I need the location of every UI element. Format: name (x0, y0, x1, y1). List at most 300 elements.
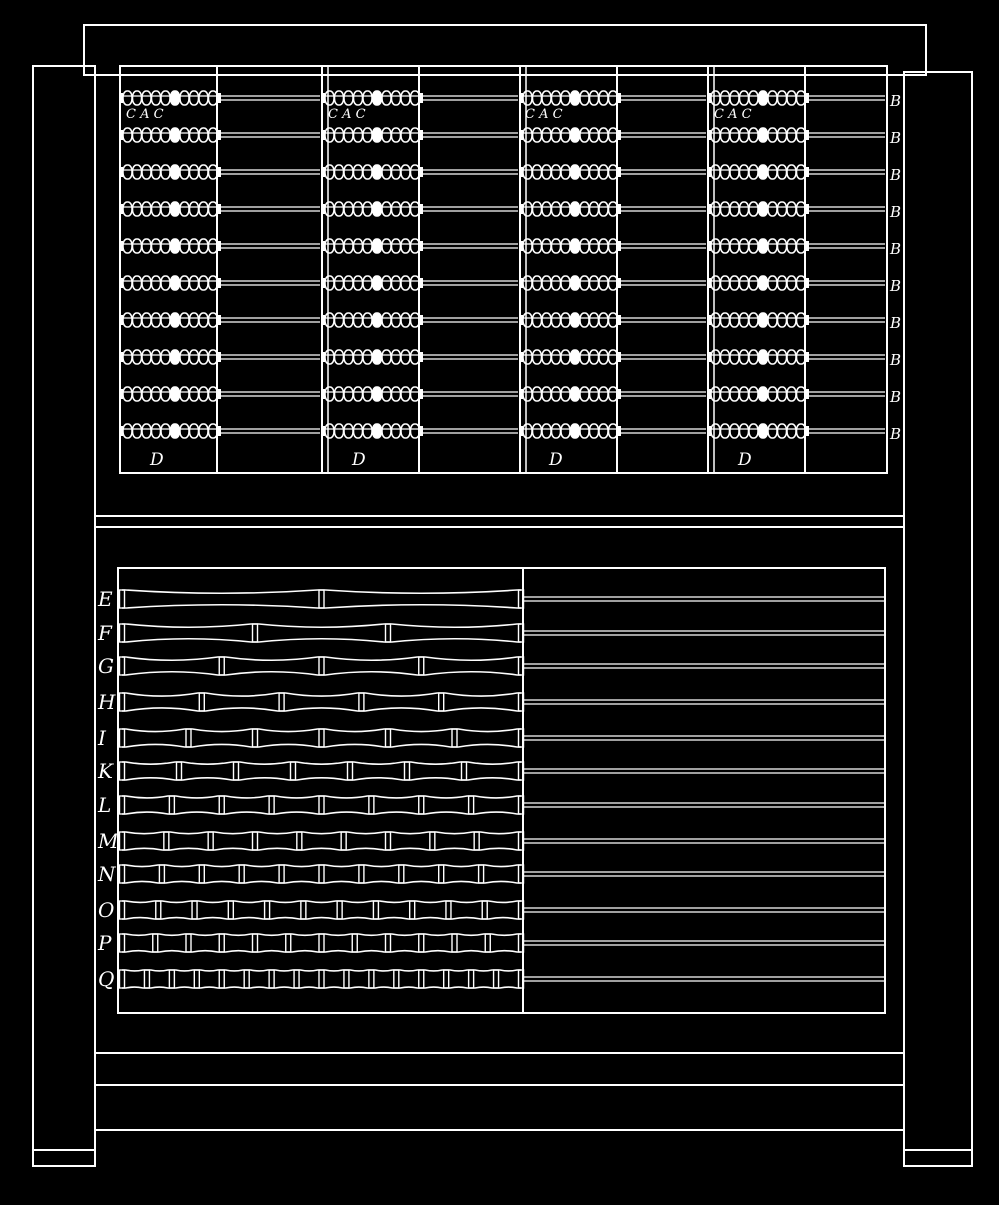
rod-end-cap (520, 352, 523, 362)
bead (335, 91, 344, 105)
rod-label-g: G (98, 654, 114, 678)
bead (542, 239, 551, 253)
bead (152, 91, 161, 105)
bead (142, 91, 151, 105)
bead (363, 276, 372, 290)
bead (580, 276, 589, 290)
bead (325, 350, 334, 364)
rod-label-p: P (98, 931, 112, 955)
bead (401, 313, 410, 327)
bead (335, 276, 344, 290)
bead (152, 276, 161, 290)
fraction-collar (120, 934, 125, 952)
rod-end-cap (120, 130, 123, 140)
bead (711, 202, 720, 216)
bead (123, 239, 132, 253)
bead (542, 387, 551, 401)
bead (401, 239, 410, 253)
bead (401, 91, 410, 105)
bead (335, 128, 344, 142)
fraction-collar (265, 901, 270, 919)
bead (133, 387, 142, 401)
fraction-collar (120, 865, 125, 883)
bead (363, 350, 372, 364)
bead (344, 91, 353, 105)
bead (373, 350, 382, 364)
fraction-collar (208, 832, 213, 850)
rod-label-i: I (98, 726, 106, 750)
bead (133, 128, 142, 142)
fraction-collar (469, 970, 474, 988)
fraction-collar (386, 624, 391, 642)
bead (180, 128, 189, 142)
bead (759, 424, 768, 438)
rod-end-cap (120, 241, 123, 251)
rod-end-cap (618, 278, 621, 288)
bead (161, 239, 170, 253)
bead (590, 91, 599, 105)
bead (590, 276, 599, 290)
rod-end-cap (120, 278, 123, 288)
bead (768, 202, 777, 216)
section-bottom-label: D (150, 450, 164, 470)
bead (580, 165, 589, 179)
rod-end-cap (618, 204, 621, 214)
row-end-label: B (890, 240, 902, 258)
bead (152, 165, 161, 179)
fraction-collar (120, 729, 125, 747)
bead (730, 276, 739, 290)
bead (580, 91, 589, 105)
rod-end-cap (618, 352, 621, 362)
bead (161, 91, 170, 105)
rod-end-cap (120, 389, 123, 399)
bead (721, 350, 730, 364)
fraction-collar (144, 970, 149, 988)
bead (787, 350, 796, 364)
bead (571, 313, 580, 327)
fraction-collar (156, 901, 161, 919)
bead (533, 276, 542, 290)
fraction-collar (319, 657, 324, 675)
fraction-collar (120, 832, 125, 850)
bead (759, 202, 768, 216)
fraction-collar (359, 693, 364, 711)
rod-end-cap (322, 93, 325, 103)
bead (768, 387, 777, 401)
bead (721, 202, 730, 216)
bead (590, 424, 599, 438)
rod-label-f: F (98, 621, 112, 645)
bead (363, 91, 372, 105)
bead (161, 165, 170, 179)
fraction-collar (386, 729, 391, 747)
bead (787, 276, 796, 290)
bead (382, 276, 391, 290)
section-top-label: C A C (525, 107, 563, 122)
fraction-collar (419, 934, 424, 952)
fraction-collar (410, 901, 415, 919)
bead (599, 350, 608, 364)
bead (354, 387, 363, 401)
bead (590, 165, 599, 179)
bead (354, 128, 363, 142)
bead (590, 350, 599, 364)
rod-label-n: N (98, 862, 116, 886)
bead (533, 91, 542, 105)
upper-abacus (120, 66, 885, 473)
rod-label-h: H (98, 690, 116, 714)
bead (123, 424, 132, 438)
bead (590, 387, 599, 401)
bead (711, 128, 720, 142)
bead (552, 276, 561, 290)
bead (190, 239, 199, 253)
bead (199, 387, 208, 401)
row-end-label: B (890, 129, 902, 147)
bead (561, 239, 570, 253)
bead (778, 276, 787, 290)
bead (373, 202, 382, 216)
bead (373, 128, 382, 142)
bead (161, 313, 170, 327)
bead (768, 276, 777, 290)
fraction-collar (253, 832, 258, 850)
bead (571, 350, 580, 364)
bead (542, 202, 551, 216)
bead (335, 202, 344, 216)
bead (778, 350, 787, 364)
rod-end-cap (120, 352, 123, 362)
bead (580, 202, 589, 216)
fraction-collar (286, 934, 291, 952)
bead (523, 424, 532, 438)
bead (392, 128, 401, 142)
bead (392, 165, 401, 179)
bead (152, 202, 161, 216)
bead (325, 387, 334, 401)
fraction-collar (419, 970, 424, 988)
bead (142, 387, 151, 401)
bead (749, 239, 758, 253)
fraction-collar (479, 865, 484, 883)
bead (599, 424, 608, 438)
bead (171, 202, 180, 216)
bead (401, 424, 410, 438)
bead (542, 313, 551, 327)
bead (768, 128, 777, 142)
fraction-collar (291, 762, 296, 780)
bead (335, 424, 344, 438)
fraction-collar (494, 970, 499, 988)
bead (373, 313, 382, 327)
bead (382, 128, 391, 142)
bead (123, 350, 132, 364)
fraction-collar (177, 762, 182, 780)
fraction-collar (164, 832, 169, 850)
bead (599, 313, 608, 327)
fraction-collar (153, 934, 158, 952)
rod-end-cap (322, 130, 325, 140)
rod-end-cap (218, 204, 221, 214)
bead (580, 350, 589, 364)
bead (787, 424, 796, 438)
fraction-collar (462, 762, 467, 780)
bead (533, 424, 542, 438)
bead (401, 350, 410, 364)
fraction-collar (219, 796, 224, 814)
bead (711, 276, 720, 290)
rod-end-cap (420, 352, 423, 362)
bead (533, 313, 542, 327)
rod-end-cap (618, 389, 621, 399)
row-end-label: B (890, 203, 902, 221)
bead (171, 276, 180, 290)
rod-end-cap (420, 241, 423, 251)
fraction-collar (120, 590, 125, 608)
bead (180, 91, 189, 105)
bead (142, 239, 151, 253)
bead (759, 387, 768, 401)
bead (325, 276, 334, 290)
bead (561, 128, 570, 142)
fraction-collar (419, 796, 424, 814)
rod-end-cap (520, 204, 523, 214)
bead (171, 91, 180, 105)
bead (344, 165, 353, 179)
bead (778, 91, 787, 105)
bead (730, 350, 739, 364)
rod-end-cap (218, 93, 221, 103)
bead (335, 387, 344, 401)
bead (335, 350, 344, 364)
bead (171, 387, 180, 401)
fraction-collar (439, 693, 444, 711)
rod-end-cap (520, 93, 523, 103)
bead (382, 91, 391, 105)
bead (721, 165, 730, 179)
bead (599, 202, 608, 216)
bead (561, 350, 570, 364)
rod-end-cap (420, 167, 423, 177)
fraction-collar (120, 796, 125, 814)
bead (542, 165, 551, 179)
rod-end-cap (120, 315, 123, 325)
bead (373, 276, 382, 290)
rod-end-cap (322, 278, 325, 288)
fraction-collar (369, 970, 374, 988)
bead (599, 239, 608, 253)
bead (354, 276, 363, 290)
bead (552, 387, 561, 401)
fraction-collar (279, 693, 284, 711)
fraction-collar (319, 729, 324, 747)
bead (401, 387, 410, 401)
bead (199, 165, 208, 179)
bead (721, 276, 730, 290)
bead (759, 239, 768, 253)
bead (171, 239, 180, 253)
fraction-collar (253, 729, 258, 747)
rod-end-cap (120, 93, 123, 103)
bead (523, 387, 532, 401)
fraction-collar (485, 934, 490, 952)
section-top-label: C A C (328, 107, 366, 122)
bead (787, 91, 796, 105)
fraction-collar (199, 693, 204, 711)
fraction-collar (120, 970, 125, 988)
bead (344, 424, 353, 438)
bead (542, 128, 551, 142)
bead (382, 424, 391, 438)
bead (344, 350, 353, 364)
bead (749, 276, 758, 290)
bead (768, 239, 777, 253)
bead (152, 350, 161, 364)
bead (133, 165, 142, 179)
rod-end-cap (618, 130, 621, 140)
fraction-collar (405, 762, 410, 780)
bead (142, 350, 151, 364)
bead (571, 91, 580, 105)
rod-end-cap (218, 278, 221, 288)
bead (373, 387, 382, 401)
fraction-collar (394, 970, 399, 988)
bead (133, 313, 142, 327)
bead (142, 313, 151, 327)
fraction-collar (446, 901, 451, 919)
bead (363, 387, 372, 401)
abacus-frame (33, 25, 972, 1166)
rod-end-cap (708, 389, 711, 399)
bead (730, 91, 739, 105)
bead (721, 128, 730, 142)
fraction-rod-outline (122, 624, 521, 627)
fraction-collar (399, 865, 404, 883)
row-end-label: B (890, 314, 902, 332)
bead (561, 165, 570, 179)
bead (740, 165, 749, 179)
fraction-collar (348, 762, 353, 780)
fraction-collar (269, 796, 274, 814)
bead (354, 239, 363, 253)
bead (759, 276, 768, 290)
rod-end-cap (520, 167, 523, 177)
fraction-collar (186, 934, 191, 952)
rod-end-cap (708, 241, 711, 251)
bead (180, 387, 189, 401)
bead (749, 165, 758, 179)
bead (190, 424, 199, 438)
bead (354, 424, 363, 438)
bead (190, 128, 199, 142)
bead (590, 239, 599, 253)
bead (354, 165, 363, 179)
fraction-collar (352, 934, 357, 952)
fraction-collar (279, 865, 284, 883)
bead (740, 239, 749, 253)
bead (523, 239, 532, 253)
bead (749, 202, 758, 216)
upper-panel (120, 66, 887, 473)
row-end-label: B (890, 166, 902, 184)
rod-end-cap (520, 315, 523, 325)
bead (552, 424, 561, 438)
bead (759, 350, 768, 364)
top-rail (84, 25, 926, 75)
rod-end-cap (806, 130, 809, 140)
fraction-rod-outline (122, 848, 521, 850)
bead (523, 350, 532, 364)
bead (542, 91, 551, 105)
bead (571, 276, 580, 290)
rod-end-cap (520, 241, 523, 251)
bead (363, 424, 372, 438)
bead (721, 239, 730, 253)
rod-end-cap (806, 389, 809, 399)
bead (571, 424, 580, 438)
bead (190, 387, 199, 401)
fraction-collar (319, 796, 324, 814)
section-top-label: C A C (126, 107, 164, 122)
fraction-collar (369, 796, 374, 814)
bead (382, 350, 391, 364)
bead (363, 202, 372, 216)
bead (749, 313, 758, 327)
rod-end-cap (420, 389, 423, 399)
rod-label-l: L (98, 793, 112, 817)
bead (190, 350, 199, 364)
bead (401, 276, 410, 290)
bead (590, 128, 599, 142)
bead (199, 239, 208, 253)
bead (161, 350, 170, 364)
section-bottom-label: D (549, 450, 563, 470)
bead (382, 239, 391, 253)
bead (759, 165, 768, 179)
bead (542, 424, 551, 438)
bead (749, 350, 758, 364)
bead (133, 350, 142, 364)
rod-end-cap (322, 426, 325, 436)
bead (123, 165, 132, 179)
bead (199, 91, 208, 105)
bead (142, 276, 151, 290)
rod-end-cap (322, 389, 325, 399)
bead (523, 91, 532, 105)
rod-end-cap (618, 241, 621, 251)
rod-end-cap (708, 426, 711, 436)
rod-end-cap (218, 315, 221, 325)
fraction-rod-outline (122, 639, 521, 642)
fraction-collar (474, 832, 479, 850)
bead (778, 165, 787, 179)
bead (740, 387, 749, 401)
rod-end-cap (806, 315, 809, 325)
bead (778, 128, 787, 142)
bead (161, 202, 170, 216)
bead (787, 202, 796, 216)
bead (325, 128, 334, 142)
bead (580, 387, 589, 401)
rod-end-cap (322, 352, 325, 362)
bead (123, 128, 132, 142)
bead (382, 202, 391, 216)
bead (787, 387, 796, 401)
rod-end-cap (218, 426, 221, 436)
bead (711, 239, 720, 253)
bead (152, 387, 161, 401)
